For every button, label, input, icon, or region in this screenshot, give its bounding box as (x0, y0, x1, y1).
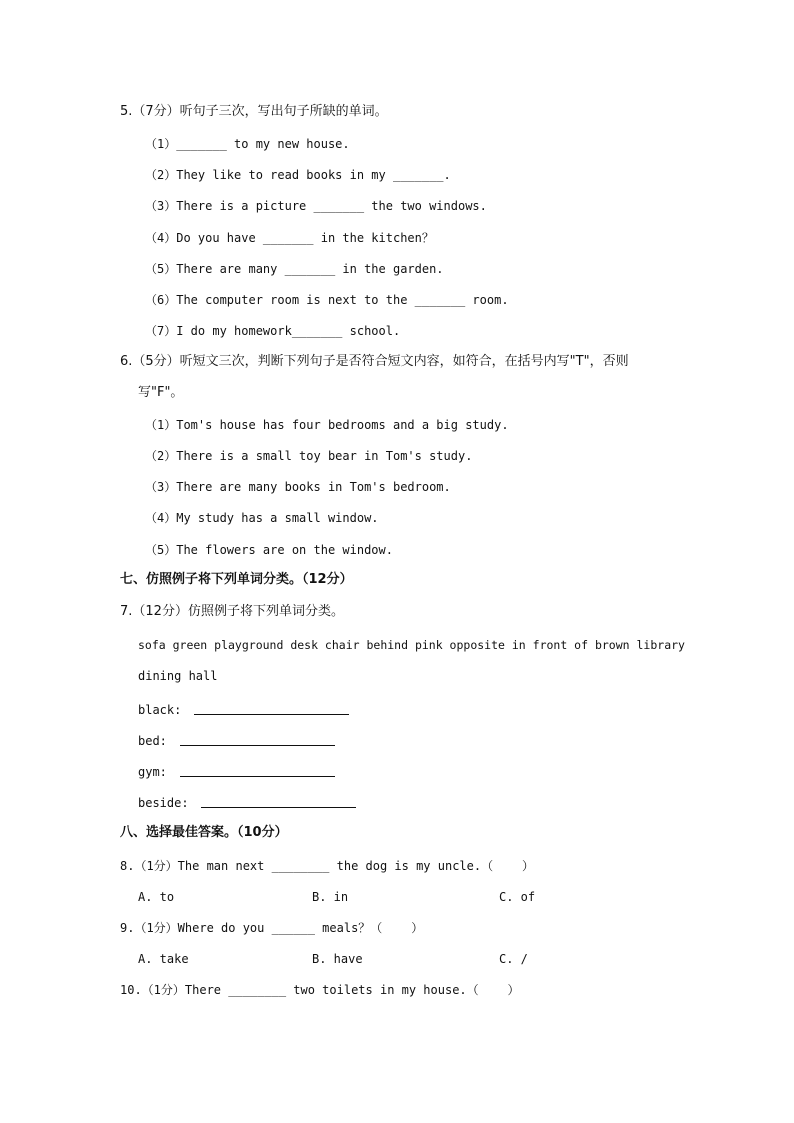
q9-option-a[interactable]: A. take (138, 952, 189, 966)
q7-words-line2: dining hall (138, 669, 218, 683)
q7-answer-line-black[interactable] (194, 714, 349, 715)
q7-words-line1: sofa green playground desk chair behind pink opposite in front of brown library (138, 638, 685, 652)
q9-option-b[interactable]: B. have (312, 952, 363, 966)
q9-question: 9.（1分）Where do you ______ meals？（ ） (120, 921, 424, 935)
q8-option-a[interactable]: A. to (138, 890, 175, 904)
q7-category-black: black: (138, 703, 182, 717)
q7-category-beside: beside: (138, 796, 189, 810)
q6-item-2: （2）There is a small toy bear in Tom's study. (145, 449, 473, 463)
q5-item-4: （4）Do you have _______ in the kitchen？ (145, 231, 434, 245)
q10-question: 10.（1分）There ________ two toilets in my house.（ ） (120, 983, 520, 997)
q5-header: 5.（7分）听句子三次，写出句子所缺的单词。 (120, 104, 388, 119)
q5-item-3: （3）There is a picture _______ the two windows. (145, 199, 487, 213)
q8-option-c[interactable]: C. of (499, 890, 536, 904)
q8-question: 8.（1分）The man next ________ the dog is my uncle.（ ） (120, 859, 535, 873)
q7-header: 7.（12分）仿照例子将下列单词分类。 (120, 604, 344, 619)
q6-item-5: （5）The flowers are on the window. (145, 543, 393, 557)
q5-item-7: （7）I do my homework_______ school. (145, 324, 401, 338)
q5-item-2: （2）They like to read books in my _______. (145, 168, 451, 182)
q8-option-b[interactable]: B. in (312, 890, 349, 904)
q7-answer-line-bed[interactable] (180, 745, 335, 746)
q5-item-5: （5）There are many _______ in the garden. (145, 262, 444, 276)
q9-option-c[interactable]: C. / (499, 952, 528, 966)
q6-header-line1: 6.（5分）听短文三次，判断下列句子是否符合短文内容，如符合，在括号内写"T"，否则 (120, 354, 629, 369)
q5-item-1: （1）_______ to my new house. (145, 137, 350, 151)
q6-item-3: （3）There are many books in Tom's bedroom. (145, 480, 451, 494)
q5-item-6: （6）The computer room is next to the _______ room. (145, 293, 509, 307)
q6-item-1: （1）Tom's house has four bedrooms and a big study. (145, 418, 509, 432)
section7-title: 七、仿照例子将下列单词分类。（12分） (120, 572, 353, 587)
q7-category-bed: bed: (138, 734, 167, 748)
section8-title: 八、选择最佳答案。（10分） (120, 825, 288, 840)
q7-answer-line-gym[interactable] (180, 776, 335, 777)
q7-category-gym: gym: (138, 765, 167, 779)
q7-answer-line-beside[interactable] (201, 807, 356, 808)
q6-header-line2: 写"F"。 (138, 385, 184, 400)
q6-item-4: （4）My study has a small window. (145, 511, 379, 525)
